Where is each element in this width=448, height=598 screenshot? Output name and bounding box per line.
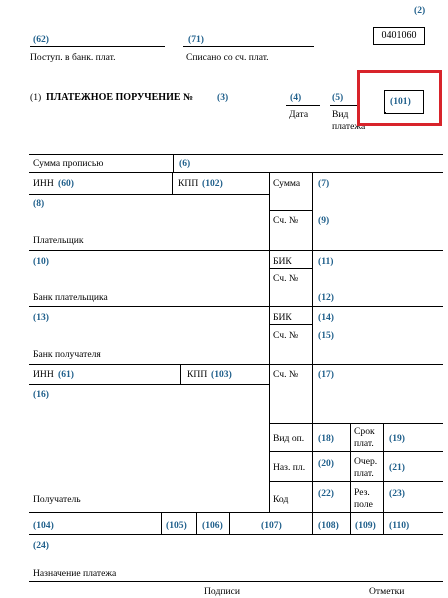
payee-inn-field[interactable]: (61): [58, 369, 74, 380]
divider: [29, 581, 443, 582]
payer-bik-field[interactable]: (11): [318, 256, 334, 267]
tax-field-107[interactable]: (107): [261, 520, 282, 531]
payer-bank-account-label: Сч. №: [273, 273, 299, 284]
payer-inn-field[interactable]: (60): [58, 178, 74, 189]
date-label: Дата: [289, 109, 309, 120]
tax-field-105[interactable]: (105): [166, 520, 187, 531]
bank-received-number: (62): [33, 34, 49, 45]
payee-account-label: Сч. №: [273, 369, 299, 380]
payer-inn-label: ИНН: [33, 178, 54, 189]
divider: [29, 512, 443, 513]
tax-field-106[interactable]: (106): [202, 520, 223, 531]
column-divider-1: [269, 172, 270, 512]
payer-bank-label: Банк плательщика: [33, 292, 108, 303]
table-top-border: [29, 154, 443, 155]
payer-account-label: Сч. №: [273, 215, 299, 226]
divider: [29, 250, 443, 251]
tax-field-104[interactable]: (104): [33, 520, 54, 531]
amount-words-field[interactable]: (6): [179, 158, 191, 169]
column-divider-2: [312, 172, 313, 512]
okud-code: 0401060: [381, 30, 417, 41]
payment-kind-field[interactable]: [330, 105, 360, 106]
divider: [312, 512, 313, 534]
payer-bank-field[interactable]: (10): [33, 256, 49, 267]
payer-account-field[interactable]: (9): [318, 215, 330, 226]
divider: [29, 534, 443, 535]
signatures-label: Подписи: [204, 586, 240, 597]
payer-status-number: (101): [390, 96, 411, 107]
reserve-label: Рез. поле: [354, 487, 373, 510]
bank-received-field[interactable]: [30, 46, 165, 47]
amount-words-label: Сумма прописью: [33, 158, 104, 169]
payee-bank-account-label: Сч. №: [273, 330, 299, 341]
payee-account-field[interactable]: (17): [318, 369, 334, 380]
code-field[interactable]: (22): [318, 488, 334, 499]
payee-kpp-field[interactable]: (103): [211, 369, 232, 380]
date-field[interactable]: [286, 105, 320, 106]
payee-kpp-label: КПП: [187, 369, 208, 380]
divider: [196, 512, 197, 534]
highlight-frame: [357, 70, 442, 126]
term-label: Срок плат.: [354, 426, 375, 449]
op-type-field[interactable]: (18): [318, 433, 334, 444]
divider: [172, 172, 173, 194]
payer-kpp-label: КПП: [178, 178, 199, 189]
field-number-2: (2): [414, 5, 426, 16]
divider: [269, 210, 313, 211]
payee-bank-label: Банк получателя: [33, 349, 101, 360]
document-title: ПЛАТЕЖНОЕ ПОРУЧЕНИЕ №: [46, 92, 194, 103]
payer-name-field[interactable]: (8): [33, 198, 45, 209]
divider: [269, 423, 443, 424]
bank-received-label: Поступ. в банк. плат.: [30, 52, 116, 63]
tax-field-108[interactable]: (108): [318, 520, 339, 531]
divider: [29, 364, 443, 365]
debited-field[interactable]: [183, 46, 314, 47]
sum-field[interactable]: (7): [318, 178, 330, 189]
divider: [29, 194, 269, 195]
divider: [269, 481, 443, 482]
tax-field-110[interactable]: (110): [389, 520, 410, 531]
code-label: Код: [273, 494, 289, 505]
divider: [180, 364, 181, 384]
divider: [29, 306, 443, 307]
payee-label: Получатель: [33, 494, 81, 505]
divider: [269, 451, 443, 452]
payer-label: Плательщик: [33, 235, 84, 246]
term-field[interactable]: (19): [389, 433, 405, 444]
purpose-code-field[interactable]: (20): [318, 458, 334, 469]
divider: [29, 172, 443, 173]
payment-kind-number: (5): [332, 92, 344, 103]
divider: [350, 512, 351, 534]
reserve-field[interactable]: (23): [389, 488, 405, 499]
document-number-field[interactable]: (3): [217, 92, 229, 103]
divider: [173, 154, 174, 172]
column-divider-4: [383, 423, 384, 512]
tax-field-109[interactable]: (109): [355, 520, 376, 531]
payee-name-field[interactable]: (16): [33, 389, 49, 400]
okud-code-box: [373, 27, 425, 45]
debited-number: (71): [188, 34, 204, 45]
divider: [269, 268, 313, 269]
marks-label: Отметки: [369, 586, 405, 597]
sum-label: Сумма: [273, 178, 301, 189]
purpose-label: Назначение платежа: [33, 568, 117, 579]
payee-inn-label: ИНН: [33, 369, 54, 380]
purpose-field[interactable]: (24): [33, 540, 49, 551]
date-number: (4): [290, 92, 302, 103]
payment-kind-label: Вид платежа: [332, 109, 366, 132]
queue-label: Очер. плат.: [354, 456, 378, 479]
column-divider-3: [350, 423, 351, 512]
divider: [269, 324, 313, 325]
divider: [161, 512, 162, 534]
payee-bank-field[interactable]: (13): [33, 312, 49, 323]
purpose-code-label: Наз. пл.: [273, 462, 306, 473]
payee-bank-account-field[interactable]: (15): [318, 330, 334, 341]
divider: [29, 384, 269, 385]
queue-field[interactable]: (21): [389, 462, 405, 473]
payee-bik-label: БИК: [273, 312, 292, 323]
payer-bank-account-field[interactable]: (12): [318, 292, 334, 303]
payer-kpp-field[interactable]: (102): [202, 178, 223, 189]
divider: [229, 512, 230, 534]
payee-bik-field[interactable]: (14): [318, 312, 334, 323]
op-type-label: Вид оп.: [273, 433, 305, 444]
field-number-1: (1): [30, 92, 42, 103]
divider: [383, 512, 384, 534]
debited-label: Списано со сч. плат.: [186, 52, 269, 63]
payer-bik-label: БИК: [273, 256, 292, 267]
